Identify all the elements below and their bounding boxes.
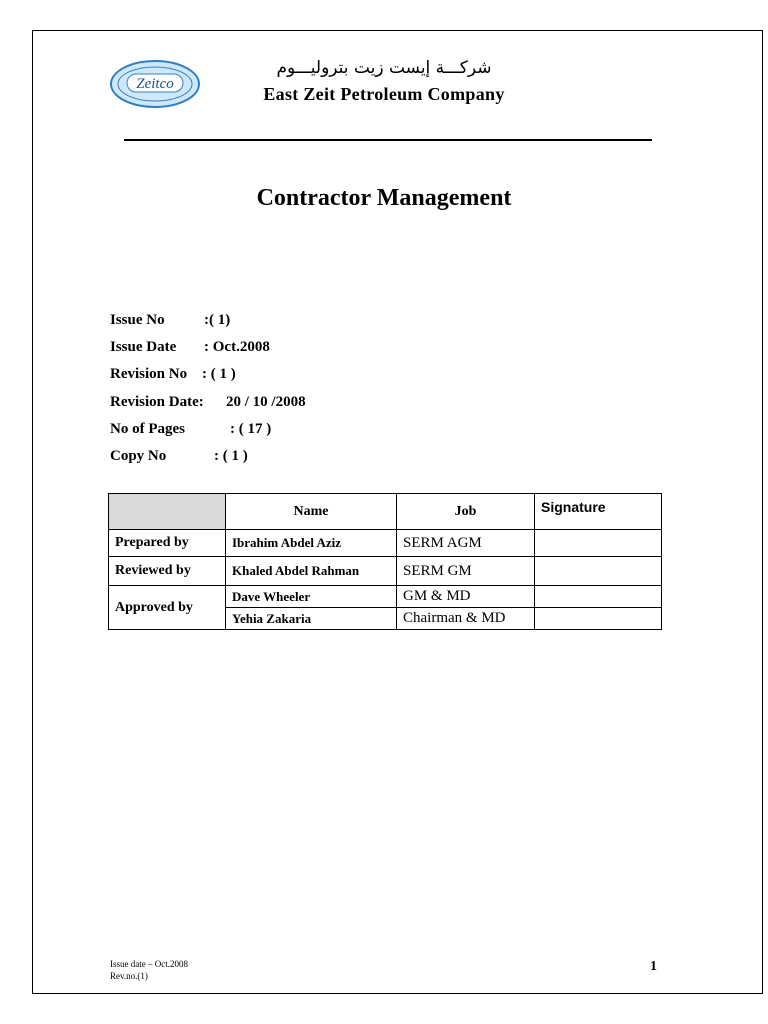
detail-value: : ( 1 ) bbox=[202, 366, 236, 382]
job-cell: GM & MD bbox=[397, 586, 535, 608]
company-name-arabic: شركـــة إيست زيت بتروليـــوم bbox=[276, 58, 492, 78]
table-row bbox=[109, 557, 662, 586]
name-cell: Dave Wheeler bbox=[226, 586, 397, 608]
table-row bbox=[109, 530, 662, 557]
detail-value: : Oct.2008 bbox=[204, 339, 270, 355]
header-cell-blank bbox=[109, 494, 226, 530]
detail-value: :( 1) bbox=[204, 312, 231, 328]
role-cell: Reviewed by bbox=[109, 557, 226, 586]
role-cell: Approved by bbox=[109, 586, 226, 630]
signature-cell bbox=[535, 608, 662, 630]
signature-cell bbox=[535, 586, 662, 608]
header-cell-signature: Signature bbox=[535, 494, 662, 530]
header-cell-job: Job bbox=[397, 494, 535, 530]
logo-text: Zeitco bbox=[136, 76, 174, 92]
job-cell: SERM AGM bbox=[397, 530, 535, 557]
table-header-row bbox=[109, 494, 662, 530]
name-cell: Ibrahim Abdel Aziz bbox=[226, 530, 397, 557]
footer-issue-date: Issue date – Oct.2008 bbox=[110, 959, 188, 969]
logo-emblem-icon bbox=[109, 59, 201, 109]
detail-label: Issue No bbox=[110, 312, 165, 328]
detail-label: No of Pages bbox=[110, 421, 185, 437]
name-cell: Yehia Zakaria bbox=[226, 608, 397, 630]
table-row bbox=[109, 586, 662, 608]
detail-label: Copy No bbox=[110, 448, 167, 464]
detail-label: Issue Date bbox=[110, 339, 177, 355]
detail-value: : ( 1 ) bbox=[214, 448, 248, 464]
signature-cell bbox=[535, 530, 662, 557]
document-title: Contractor Management bbox=[256, 185, 512, 211]
role-cell: Prepared by bbox=[109, 530, 226, 557]
header-rule bbox=[124, 139, 652, 141]
company-name: East Zeit Petroleum Company bbox=[263, 84, 505, 104]
signoff-table bbox=[108, 493, 662, 630]
zeitco-logo bbox=[109, 59, 201, 109]
detail-value: 20 / 10 /2008 bbox=[226, 394, 306, 410]
name-cell: Khaled Abdel Rahman bbox=[226, 557, 397, 586]
detail-value: : ( 17 ) bbox=[230, 421, 272, 437]
page-number: 1 bbox=[650, 959, 657, 974]
detail-label: Revision No bbox=[110, 366, 188, 382]
footer-info bbox=[110, 958, 188, 982]
job-cell: SERM GM bbox=[397, 557, 535, 586]
job-cell: Chairman & MD bbox=[397, 608, 535, 630]
footer-rev-no: Rev.no.(1) bbox=[110, 971, 148, 981]
header-cell-name: Name bbox=[226, 494, 397, 530]
signature-cell bbox=[535, 557, 662, 586]
detail-label: Revision Date: bbox=[110, 394, 204, 410]
